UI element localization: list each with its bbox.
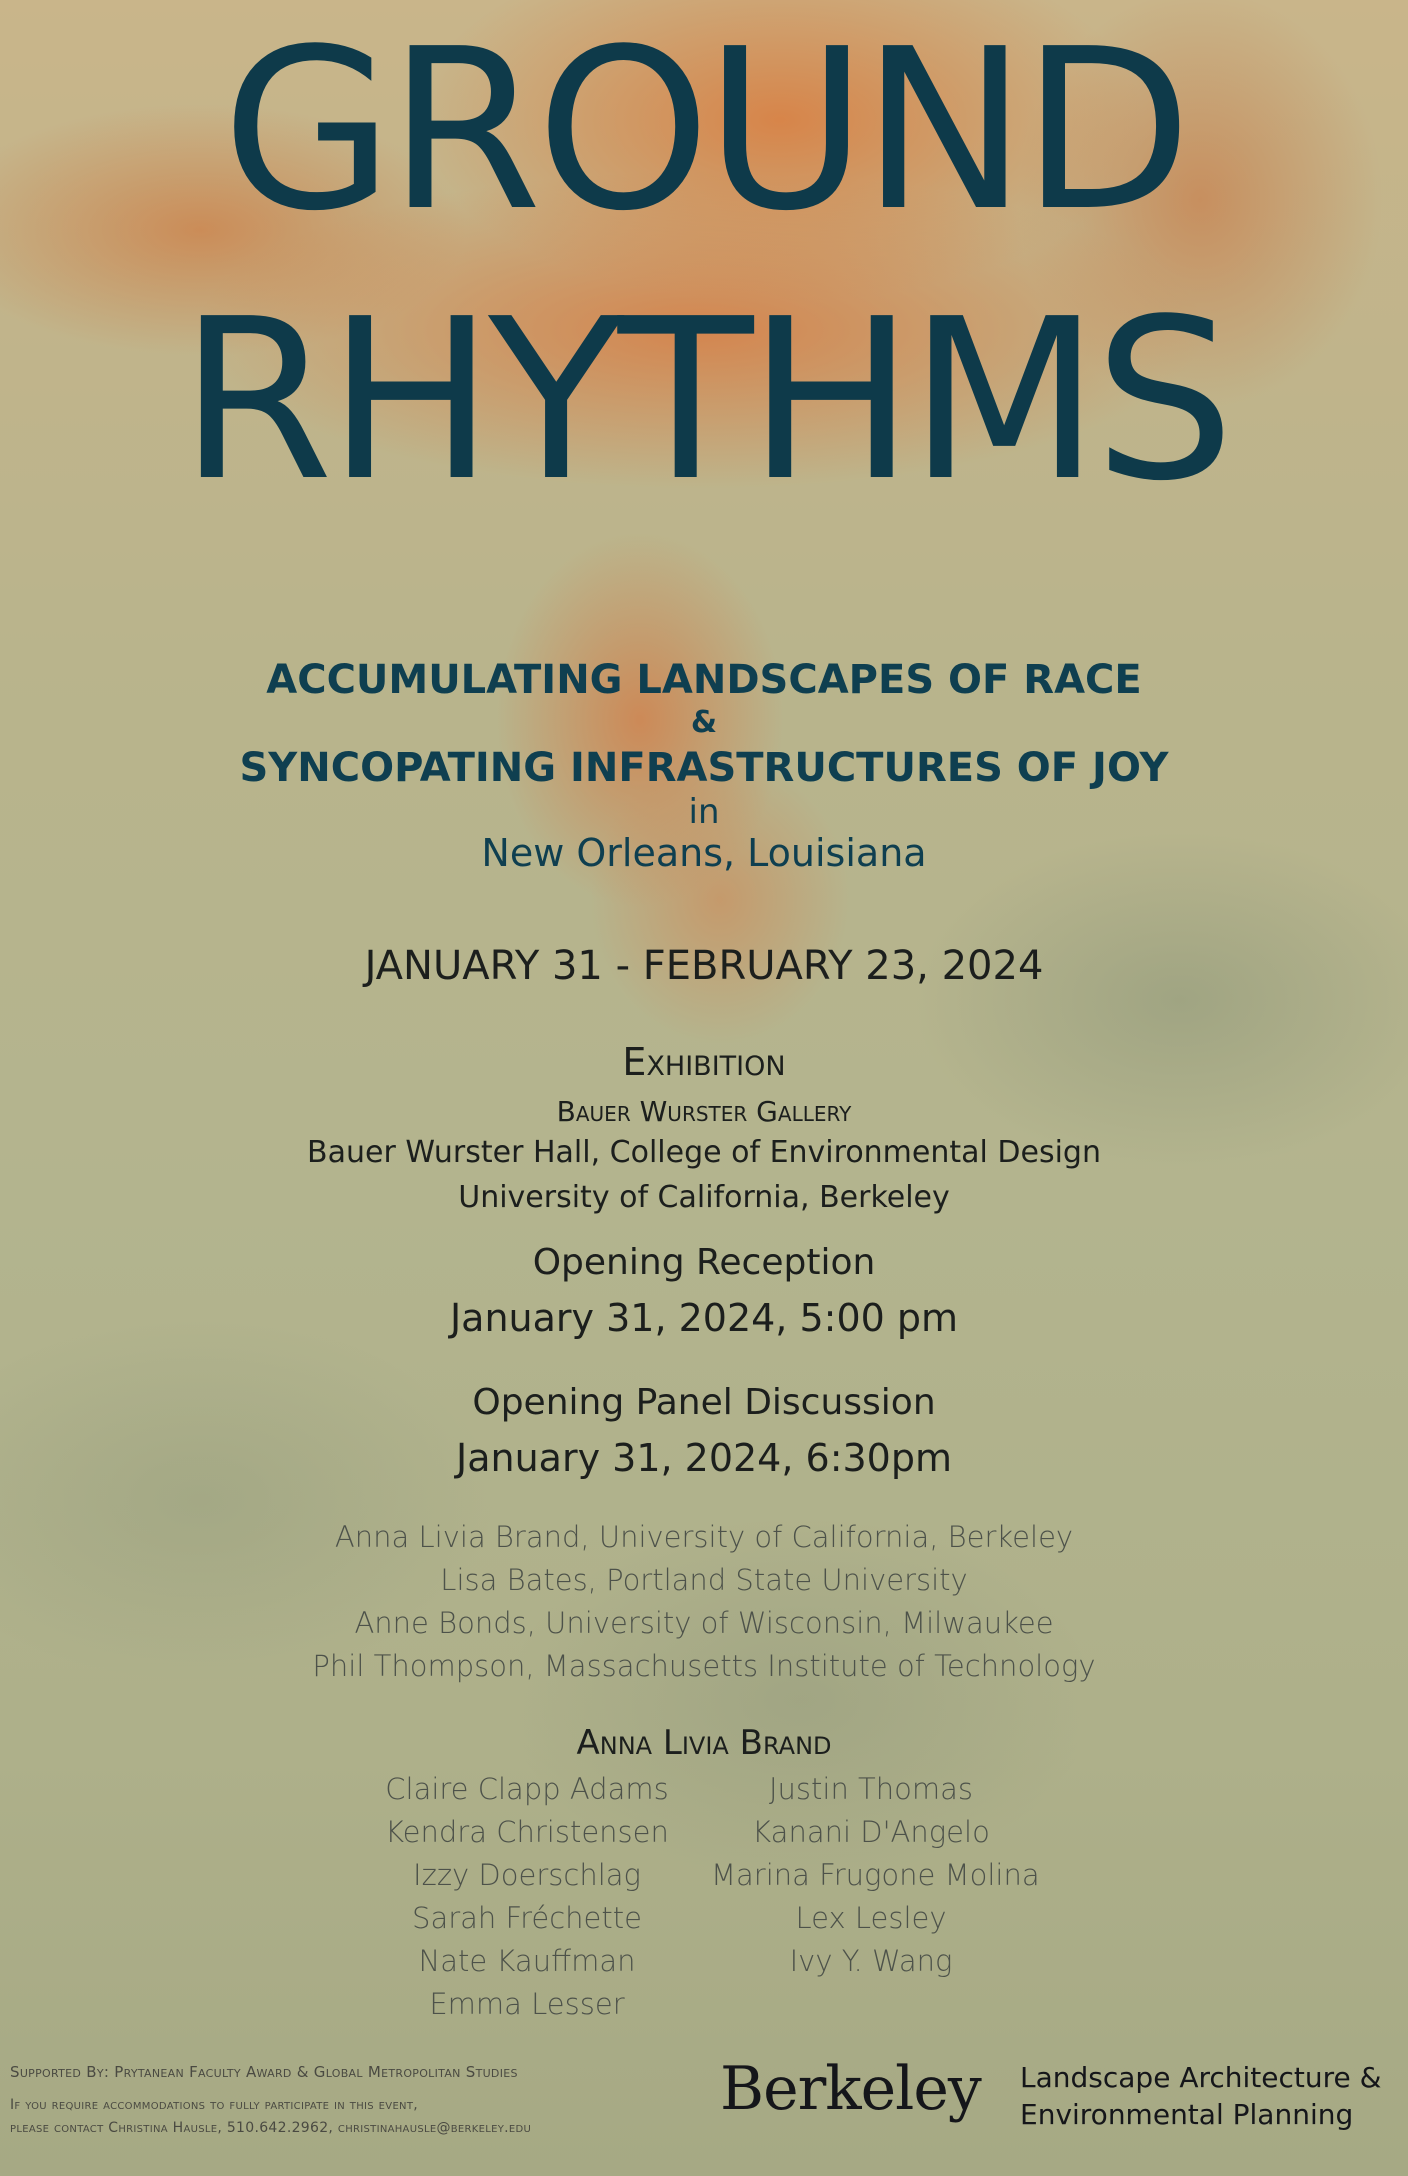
student-name: Justin Thomas xyxy=(768,1772,974,1806)
building-name: Bauer Wurster Hall, College of Environmental Design xyxy=(307,1135,1101,1170)
student-name: Sarah Fréchette xyxy=(412,1901,642,1935)
reception-heading: Opening Reception xyxy=(532,1242,876,1283)
subtitle-line-1: ACCUMULATING LANDSCAPES OF RACE xyxy=(266,657,1142,703)
panel-time: January 31, 2024, 6:30pm xyxy=(456,1436,952,1480)
accessibility-note-line-2: please contact Christina Hausle, 510.642.2962, christinahausle@berkeley.edu xyxy=(10,2120,532,2136)
subtitle-location: New Orleans, Louisiana xyxy=(481,831,927,875)
panelist: Anna Livia Brand, University of California, Berkeley xyxy=(334,1520,1074,1554)
student-name: Claire Clapp Adams xyxy=(385,1772,669,1806)
poster-title-line-1: GROUND xyxy=(221,2,1187,260)
exhibition-heading: Exhibition xyxy=(622,1040,786,1084)
subtitle-ampersand: & xyxy=(690,705,718,740)
studio-heading: Anna Livia Brand xyxy=(576,1723,832,1763)
berkeley-logo: Berkeley xyxy=(720,2054,981,2124)
panelist: Lisa Bates, Portland State University xyxy=(440,1563,968,1597)
student-name: Kendra Christensen xyxy=(385,1815,669,1849)
reception-time: January 31, 2024, 5:00 pm xyxy=(449,1296,959,1340)
gallery-name: Bauer Wurster Gallery xyxy=(556,1095,852,1128)
panel-heading: Opening Panel Discussion xyxy=(472,1382,936,1423)
department-name-line-2: Environmental Planning xyxy=(1020,2098,1354,2131)
department-name-line-1: Landscape Architecture & xyxy=(1020,2061,1382,2094)
student-name: Emma Lesser xyxy=(429,1987,625,2021)
student-name: Kanani D'Angelo xyxy=(752,1815,990,1849)
exhibition-dates: JANUARY 31 - FEBRUARY 23, 2024 xyxy=(364,943,1044,989)
student-name: Izzy Doerschlag xyxy=(413,1858,641,1892)
panelist: Anne Bonds, University of Wisconsin, Milwaukee xyxy=(354,1606,1054,1640)
student-name: Ivy Y. Wang xyxy=(789,1944,953,1978)
panelist: Phil Thompson, Massachusetts Institute of Technology xyxy=(312,1649,1096,1683)
student-name: Marina Frugone Molina xyxy=(711,1858,1040,1892)
subtitle-in: in xyxy=(688,792,720,832)
university-name: University of California, Berkeley xyxy=(458,1180,950,1215)
student-name: Nate Kauffman xyxy=(418,1944,636,1978)
poster-title-line-2: RHYTHMS xyxy=(179,272,1229,530)
accessibility-note-line-1: If you require accommodations to fully participate in this event, xyxy=(10,2097,418,2113)
student-name: Lex Lesley xyxy=(795,1901,947,1935)
subtitle-line-2: SYNCOPATING INFRASTRUCTURES OF JOY xyxy=(239,745,1169,791)
sponsor-credit: Supported By: Prytanean Faculty Award & Global Metropolitan Studies xyxy=(10,2063,518,2081)
